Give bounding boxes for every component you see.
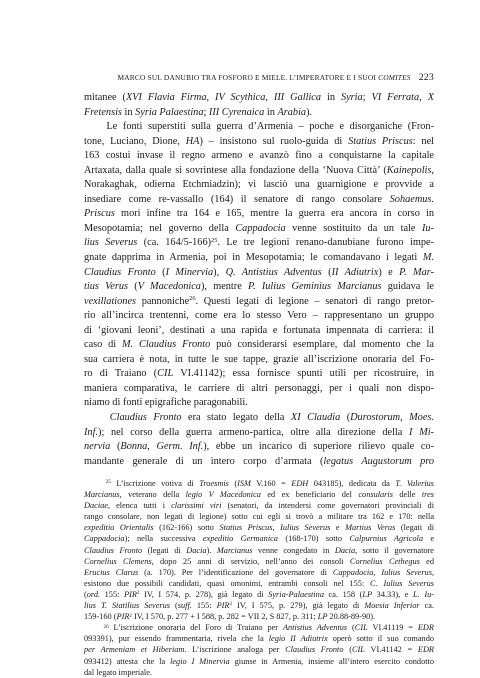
footnote-line: $^{25}$ L’iscrizione votiva di Troesmis (ISM V.160 = EDH 043185), dedicata da T. Valerius <box>105 479 435 488</box>
text-line: tius Verus (V Macedonica), mentre P. Iulius Geminius Marcianus guidava le <box>84 281 434 293</box>
running-header <box>84 72 434 83</box>
footnote-line: Claudius Fronto (legati di Dacia). Marcianus venne congedato in Dacia, sotto il governatore <box>84 545 434 555</box>
text-line: Mesopotamia; nel governo della Cappadocia venne sostituito da un tale Iu- <box>84 222 434 234</box>
footnote-line: 093412) attesta che la legio I Minervia giunse in Armenia, insieme all’intero esercito condotto <box>84 656 434 666</box>
text-line: Priscus mori infine tra 164 e 165, mentre la guerra era ancora in corso in <box>84 208 434 220</box>
text-line: mandante generale di un intero corpo d’armata (legatus Augustorum pro <box>84 455 434 467</box>
text-line: nervia (Bonna, Germ. Inf.), ebbe un incarico di superiore rilievo quale co- <box>84 441 434 453</box>
text-line: Inf.); nel corso della guerra armeno-partica, oltre alla direzione della I Mi- <box>84 426 434 438</box>
footnote-line: Erucius Clarus (a. 170). Per l’identificazione del governatore di Cappadocia, Iulius Severus, <box>84 567 435 577</box>
footnote-line: Daciae, elenca tutti i clarissimi viri (senatori, da intendersi come governatori provinciali di <box>84 501 434 511</box>
footnote-line: 093391), pur essendo frammentaria, rivela che la legio II Adiutrix operò sotto il suo comando <box>84 634 434 644</box>
footnote-line: Marcianus, veterano della legio V Macedonica ed ex beneficiario del consularis delle tres <box>84 490 434 500</box>
footnote-line: lius T. Statilius Severus (suff. 155: PIR$^2$ IV, I 575, p. 279), già legato di Moesia Inferior ca. <box>84 601 435 611</box>
footnote-line: per Armeniam et Hiberiam. L’iscrizione analoga per Claudius Fronto (CIL VI.41142 = EDR <box>84 645 435 655</box>
text-line: Norakaghak, odierna Etchmiadzin); vi lasciò una guarnigione e provvide a <box>84 179 434 191</box>
text-line: caso di M. Claudius Fronto può considerarsi esemplare, dal momento che la <box>84 339 434 351</box>
text-line: Fretensis in Syria Palaestina; III Cyrenaica in Arabia). <box>84 106 313 118</box>
footnote-line: $^{26}$ L’iscrizione onoraria del Foro di Traiano per Antistius Adventus (CIL VI.41119 = EDR <box>103 623 434 633</box>
text-line: 163 costui invase il regno armeno e avanzò fino a conquistarne la capitale <box>84 150 434 162</box>
running-title: MARCO SUL DANUBIO TRA FOSFORO E MIELE. L’IMPERATORE E I SUOI COMITES <box>117 73 411 82</box>
text-line: vexillationes pannoniche$^{26}$. Questi legati di legione – senatori di rango pretor- <box>84 295 434 307</box>
footnote-line: rango consolare, non legati di legione) sotto cui egli si trovò a militare tra 162 e 170: nella <box>84 512 434 522</box>
page-number: 223 <box>418 72 434 83</box>
text-line: niamo di fonti epigrafiche paragonabili. <box>84 397 248 409</box>
text-line: mitanee (XVI Flavia Firma, IV Scythica, III Gallica in Syria; VI Ferrata, X <box>84 92 435 103</box>
text-line: lius Severus (ca. 164/5-166)$^{25}$. Le tre legioni renano-danubiane furono impe- <box>84 237 434 249</box>
text-line: Le fonti superstiti sulla guerra d’Armenia – poche e disorganiche (Fron- <box>84 121 434 133</box>
footnote-line: 159-160 (PIR$^2$ IV, I 570, p. 277 + I 588, p. 282 = VII 2, S 827, p. 311; LP 20.88-89-90). <box>84 612 376 622</box>
text-line: insediare come re-vassallo (164) il senatore di rango consolare Sohaemus. <box>84 193 434 205</box>
footnote-line: (ord. 155: PIR$^2$ IV, I 574, p. 278), già legato di Syria-Palaestina ca. 158 (LP 34.33), e L. Iu- <box>84 589 435 599</box>
text-line: gnate dapprima in Armenia, poi in Mesopotamia; le comandavano i legati M. <box>84 252 434 264</box>
main-text <box>84 91 434 469</box>
footnote-line: expeditio Orientalis (162-166) sotto Statius Priscus, Iulius Severus e Martius Verus (legati di <box>84 523 435 533</box>
footnote-line: Cappadocia); nella successiva expeditio Germanica (168-170) sotto Calpurnius Agricola e <box>84 534 435 544</box>
text-line: sua carriera è nota, in tutte le sue tappe, grazie all’iscrizione onoraria del Fo- <box>84 353 434 365</box>
text-line: di ‘giovani leoni’, destinati a una rapida e fortunata impennata di carriera: il <box>84 324 434 336</box>
footnote-line: esistono due possibili candidati, quasi omonimi, entrambi consoli nel 155: C. Iulius Severus <box>84 578 434 588</box>
footnote-line: dal legato imperiale. <box>84 667 152 677</box>
text-line: Claudius Fronto era stato legato della XI Claudia (Durostorum, Moes. <box>109 412 434 424</box>
text-line: maniera comparativa, le carriere di altri personaggi, per i quali non dispo- <box>84 382 434 394</box>
footnote-line: Cornelius Clemens, dopo 25 anni di servizio, nell’anno dei consoli Cornelius Cethegus ed <box>84 556 434 566</box>
footnotes <box>84 478 434 678</box>
text-line: ro di Traiano (CIL VI.41142); essa fornisce spunti utili per ricostruire, in <box>84 368 434 380</box>
text-line: tone, Luciano, Dione, HA) – insistono sul ruolo-guida di Statius Priscus: nel <box>84 135 435 147</box>
text-line: Claudius Fronto (I Minervia), Q. Antistius Adventus (II Adiutrix) e P. Mar- <box>84 266 434 278</box>
text-line: rio all’incirca trentenni, come era lo stesso Vero – rappresentano un gruppo <box>84 310 434 322</box>
text-line: Artaxata, dalla quale si sovrintese alla fondazione della ‘Nuova Città’ (Kainepolis, <box>84 164 434 176</box>
